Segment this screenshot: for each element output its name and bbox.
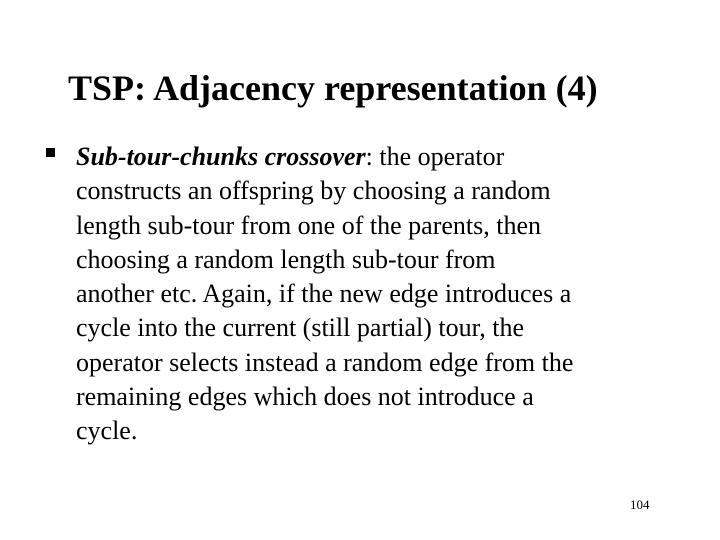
bullet-line-5: another etc. Again, if the new edge introduces a [76,279,572,309]
bullet-line-1-rest: : the operator [365,142,505,171]
bullet-text [76,140,676,449]
bullet-line-9: cycle. [76,416,138,446]
bullet-term: Sub-tour-chunks crossover [76,142,366,171]
bullet-line-4: choosing a random length sub-tour from [76,244,496,274]
slide-title: TSP: Adjacency representation (4) [68,68,598,108]
bullet-line-3: length sub-tour from one of the parents, then [76,210,541,240]
bullet-line-8: remaining edges which does not introduce a [76,382,534,412]
bullet-line-6: cycle into the current (still partial) tour, the [76,313,525,343]
bullet-line-1 [76,140,676,174]
bullet-line-7: operator selects instead a random edge from the [76,347,574,377]
square-bullet-icon [46,148,55,157]
page-number: 104 [630,497,650,512]
bullet-line-2: constructs an offspring by choosing a random [76,176,551,206]
